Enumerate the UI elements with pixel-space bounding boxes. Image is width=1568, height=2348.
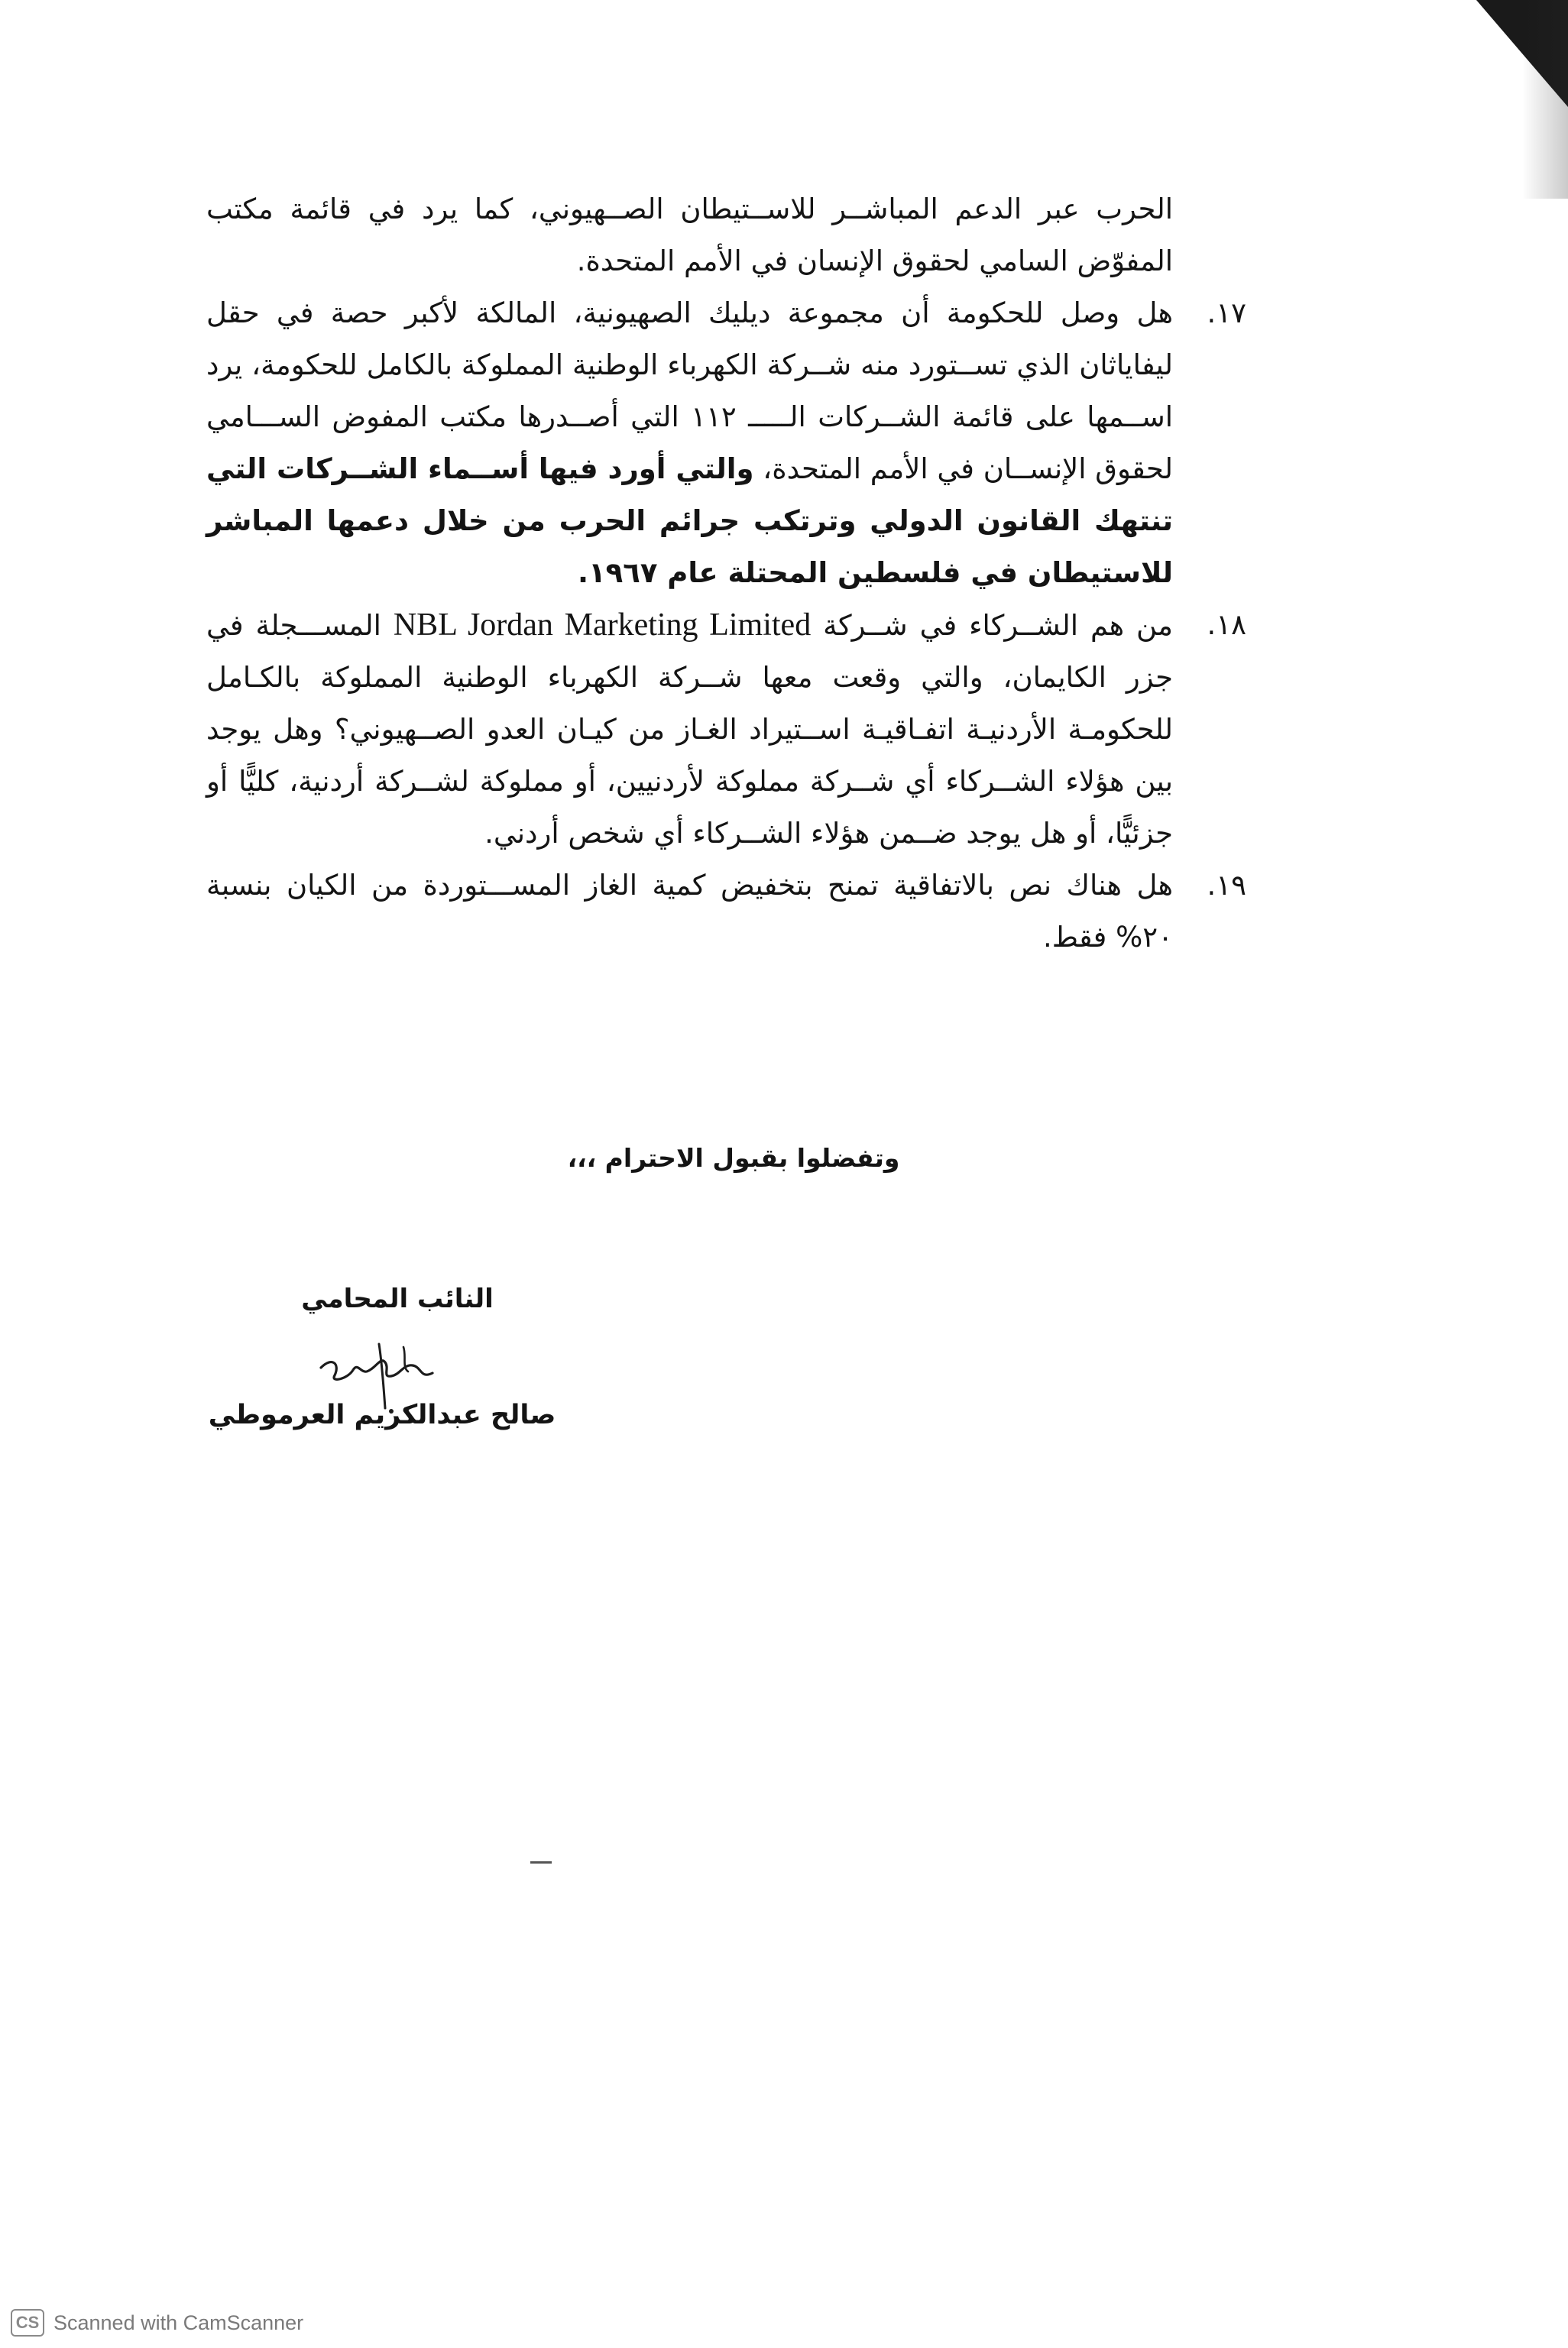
company-name: NBL Jordan Marketing Limited bbox=[393, 607, 812, 643]
document-body bbox=[206, 183, 1249, 963]
question-17-regular: هل وصل للحكومة أن مجموعة ديليك الصهيونية، المالكة لأكبر حصة في حقل ليفاياثان الذي تســتورد منه شــركة الكهرباء الوطنية المملوكة بالكامل للحكومة، يرد اســمها على قائمة الشــركات الـــــ ١١٢ التي أصــدرها مكتب المفوض الســـامي لحقوق الإنســان في الأمم المتحدة، bbox=[206, 296, 1173, 485]
question-17-text bbox=[206, 287, 1173, 599]
intro-line-1: الحرب عبر الدعم المباشــر للاســتيطان الصــهيوني، كما يرد في قائمة مكتب bbox=[206, 193, 1173, 225]
scanner-footer bbox=[11, 2309, 303, 2337]
signatory-name: صالح عبدالكريم العرموطي bbox=[208, 1400, 556, 1430]
closing-salutation: وتفضلوا بقبول الاحترام ،،، bbox=[567, 1143, 900, 1173]
intro-line-2: المفوّض السامي لحقوق الإنسان في الأمم المتحدة. bbox=[576, 245, 1173, 277]
intro-paragraph bbox=[206, 183, 1173, 287]
question-18-text bbox=[206, 599, 1173, 860]
question-18-number: ١٨. bbox=[1207, 608, 1246, 641]
question-17-number: ١٧. bbox=[1207, 296, 1246, 329]
question-18 bbox=[206, 599, 1249, 860]
question-18-part-1: من هم الشــركاء في شــركة bbox=[823, 609, 1174, 642]
question-18-part-2: المســـجلة في جزر الكايمان، والتي وقعت معها شــركة الكهرباء الوطنية المملوكة بالكـامل للحكومـة الأردنيـة اتفـاقيـة اســتيراد الغـاز من كيـان العدو الصــهيوني؟ وهل يوجد بين هؤلاء الشــركاء أي شــركة مملوكة لأردنيين، أو مملوكة لشــركة أردنية، كليًّا أو جزئيًّا، أو هل يوجد ضــمن هؤلاء الشــركاء أي شخص أردني. bbox=[206, 609, 1173, 850]
page-mark bbox=[530, 1861, 552, 1864]
question-17 bbox=[206, 287, 1249, 599]
question-19-number: ١٩. bbox=[1207, 869, 1246, 902]
camscanner-logo-icon: CS bbox=[11, 2309, 44, 2337]
scanner-watermark-text: Scanned with CamScanner bbox=[53, 2311, 304, 2334]
page-edge-shadow bbox=[1522, 0, 1568, 199]
signatory-title: النائب المحامي bbox=[301, 1284, 494, 1314]
question-19-text: هل هناك نص بالاتفاقية تمنح بتخفيض كمية الغاز المســـتوردة من الكيان بنسبة ٢٠% فقط. bbox=[206, 869, 1173, 954]
question-19 bbox=[206, 860, 1249, 963]
question-17-bold: والتي أورد فيها أســماء الشــركات التي تنتهك القانون الدولي وترتكب جرائم الحرب من خلال دعمها المباشر للاستيطان في فلسطين المحتلة عام ١٩٦٧. bbox=[206, 452, 1173, 589]
